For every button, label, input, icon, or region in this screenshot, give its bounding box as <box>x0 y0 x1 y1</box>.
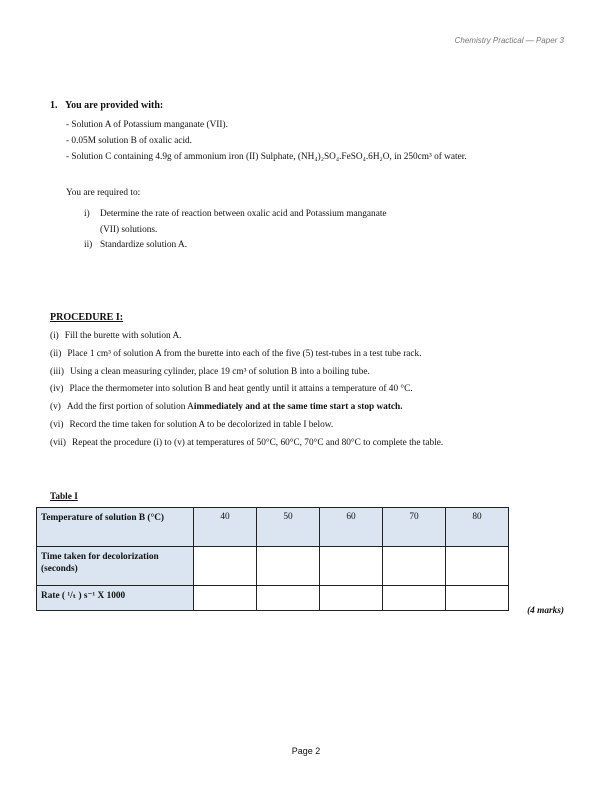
procedure-step <box>50 435 443 453</box>
rate-entry-cell[interactable] <box>257 586 320 611</box>
required-item <box>84 238 387 254</box>
provided-item: - Solution C containing 4.9g of ammonium iron (II) Sulphate, (NH₄)₂SO₄.FeSO₄.6H₂O, in 250cm³ of water. <box>66 152 467 162</box>
temperature-cell: 70 <box>383 508 446 547</box>
row-header-temperature: Temperature of solution B (°C) <box>37 508 194 547</box>
temperature-cell: 60 <box>320 508 383 547</box>
table-row <box>37 508 509 547</box>
step-label: (vii) <box>50 437 67 448</box>
step-text: Using a clean measuring cylinder, place 19 cm³ of solution B into a boiling tube. <box>69 366 370 377</box>
page-header: Chemistry Practical — Paper 3 <box>454 36 564 45</box>
rate-entry-cell[interactable] <box>320 586 383 611</box>
marks-allocation: (4 marks) <box>527 606 564 616</box>
required-label: ii) <box>84 240 93 250</box>
table-title: Table I <box>50 492 78 502</box>
step-label: (ii) <box>50 348 62 359</box>
required-list <box>84 207 387 254</box>
temperature-cell: 40 <box>194 508 257 547</box>
time-entry-cell[interactable] <box>320 547 383 586</box>
step-text: Add the first portion of solution A <box>66 402 194 413</box>
row-header-time: Time taken for decolorization (seconds) <box>37 547 194 586</box>
step-text: Record the time taken for solution A to be decolorized in table I below. <box>69 419 334 430</box>
step-label: (v) <box>50 402 61 413</box>
step-text: Place 1 cm³ of solution A from the burette into each of the five (5) test-tubes in a test tube rack. <box>67 348 422 359</box>
results-table <box>36 507 509 611</box>
rate-entry-cell[interactable] <box>446 586 509 611</box>
table-row <box>37 586 509 611</box>
rate-entry-cell[interactable] <box>194 586 257 611</box>
step-text: Fill the burette with solution A. <box>64 331 182 341</box>
step-label: (i) <box>50 331 59 341</box>
table-row <box>37 547 509 586</box>
time-entry-cell[interactable] <box>257 547 320 586</box>
row-header-rate: Rate ( ¹/ₜ ) s⁻¹ X 1000 <box>37 586 194 611</box>
step-text: Repeat the procedure (i) to (v) at temperatures of 50°C, 60°C, 70°C and 80°C to complete the table. <box>72 437 444 448</box>
question-title-text: You are provided with: <box>65 100 164 111</box>
procedure-step <box>50 381 443 399</box>
procedure-step <box>50 399 443 417</box>
procedure-step <box>50 417 443 435</box>
rate-entry-cell[interactable] <box>383 586 446 611</box>
required-heading: You are required to: <box>66 188 141 198</box>
step-label: (iv) <box>50 384 64 395</box>
step-emphasis: immediately and at the same time start a stop watch. <box>193 402 403 413</box>
provided-item: - Solution A of Potassium manganate (VII). <box>66 120 228 130</box>
required-text: Standardize solution A. <box>100 240 188 250</box>
procedure-steps <box>50 328 443 453</box>
time-entry-cell[interactable] <box>446 547 509 586</box>
required-continuation: (VII) solutions. <box>100 224 158 235</box>
provided-item: - 0.05M solution B of oxalic acid. <box>66 136 193 146</box>
required-label: i) <box>84 209 90 219</box>
required-text: Determine the rate of reaction between oxalic acid and Potassium manganate <box>100 209 387 219</box>
procedure-step <box>50 346 443 364</box>
temperature-cell: 80 <box>446 508 509 547</box>
procedure-step <box>50 328 443 346</box>
provided-list <box>66 117 467 165</box>
question-title <box>50 100 163 111</box>
step-label: (iii) <box>50 366 64 377</box>
time-entry-cell[interactable] <box>383 547 446 586</box>
required-item <box>84 207 387 223</box>
page-number: Page 2 <box>291 746 321 756</box>
step-text: Place the thermometer into solution B and heat gently until it attains a temperature of 40 °C. <box>69 384 413 395</box>
procedure-title: PROCEDURE I: <box>50 312 124 323</box>
procedure-step <box>50 364 443 382</box>
time-entry-cell[interactable] <box>194 547 257 586</box>
temperature-cell: 50 <box>257 508 320 547</box>
step-label: (vi) <box>50 419 64 430</box>
question-number: 1. <box>50 100 58 111</box>
